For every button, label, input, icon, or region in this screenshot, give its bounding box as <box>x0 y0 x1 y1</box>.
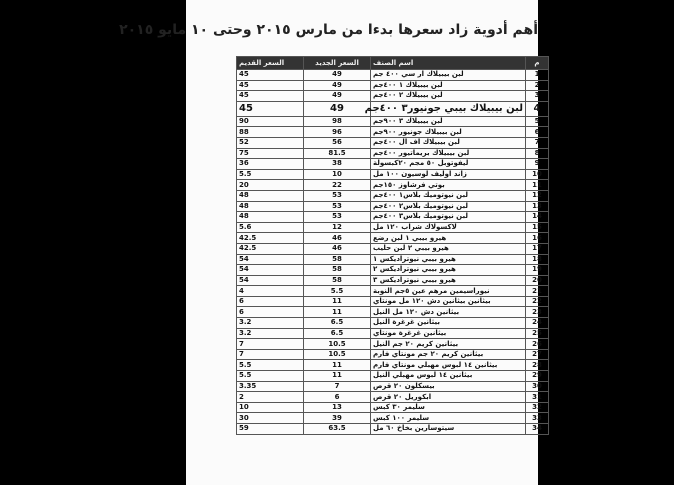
drug-name: لبن بيبيلاك بيبي جونيور٣ ٤٠٠جم <box>371 101 526 116</box>
drug-name: بيثانين بيثانين دش ١٢٠ مل مونتاي <box>371 296 526 307</box>
old-price: 4 <box>237 286 304 297</box>
row-number: 25 <box>526 328 549 339</box>
drug-name: زاند اوليف لوسيون ١٠٠ مل <box>371 169 526 180</box>
drug-name: ليفوتوبل ٥٠ مجم ٢٠كبسولة <box>371 159 526 170</box>
new-price: 11 <box>304 296 371 307</box>
drug-name: هيرو بيبي نيوتراديكس ٣ <box>371 275 526 286</box>
table-row <box>237 148 549 159</box>
table-row <box>237 101 549 116</box>
new-price: 39 <box>304 413 371 424</box>
table-row <box>237 127 549 138</box>
new-price: 38 <box>304 159 371 170</box>
drug-name: بيثانين ١٤ لبوس مهبلي مونتاي فارم <box>371 360 526 371</box>
new-price: 49 <box>304 101 371 116</box>
old-price: 54 <box>237 275 304 286</box>
drug-name: بيثانين كريم ٢٠ جم النيل <box>371 339 526 350</box>
old-price: 54 <box>237 265 304 276</box>
table-row <box>237 159 549 170</box>
new-price: 6 <box>304 392 371 403</box>
row-number: 3 <box>526 91 549 102</box>
old-price: 7 <box>237 339 304 350</box>
row-number: 30 <box>526 381 549 392</box>
drug-name: هيرو بيبي نيوتراديكس ٢ <box>371 265 526 276</box>
old-price: 2 <box>237 392 304 403</box>
old-price: 88 <box>237 127 304 138</box>
old-price: 45 <box>237 70 304 81</box>
drug-name: نيوراسيمين مرهم عين ٥جم النوبة <box>371 286 526 297</box>
new-price: 98 <box>304 116 371 127</box>
header-num: م <box>526 57 549 70</box>
table-row <box>237 392 549 403</box>
table-row <box>237 233 549 244</box>
old-price: 30 <box>237 413 304 424</box>
new-price: 53 <box>304 212 371 223</box>
old-price: 59 <box>237 424 304 435</box>
row-number: 24 <box>526 318 549 329</box>
new-price: 46 <box>304 243 371 254</box>
drug-name: لبن بيبيلاك ١ ٤٠٠جم <box>371 80 526 91</box>
drug-name: بيثانين غرغرة مونتاي <box>371 328 526 339</box>
old-price: 45 <box>237 80 304 91</box>
table-row <box>237 413 549 424</box>
row-number: 17 <box>526 243 549 254</box>
table-row <box>237 201 549 212</box>
row-number: 9 <box>526 159 549 170</box>
table-row <box>237 212 549 223</box>
row-number: 15 <box>526 222 549 233</box>
new-price: 6.5 <box>304 328 371 339</box>
new-price: 53 <box>304 201 371 212</box>
header-new-price: السعر الجديد <box>304 57 371 70</box>
drug-name: لبن نيوتوميك بلاس٣ ٤٠٠جم <box>371 212 526 223</box>
row-number: 31 <box>526 392 549 403</box>
old-price: 48 <box>237 190 304 201</box>
header-name: اسم الصنف <box>371 57 526 70</box>
row-number: 23 <box>526 307 549 318</box>
row-number: 20 <box>526 275 549 286</box>
drug-name: لبن بيبيلاك ار سي ٤٠٠ جم <box>371 70 526 81</box>
table-row <box>237 349 549 360</box>
drug-name: ابكوريل ٢٠ قرص <box>371 392 526 403</box>
row-number: 13 <box>526 201 549 212</box>
new-price: 22 <box>304 180 371 191</box>
row-number: 21 <box>526 286 549 297</box>
new-price: 58 <box>304 275 371 286</box>
drug-name: سيتوسارين بخاخ ٦٠ مل <box>371 424 526 435</box>
old-price: 75 <box>237 148 304 159</box>
new-price: 49 <box>304 80 371 91</box>
table-row <box>237 116 549 127</box>
table-row <box>237 180 549 191</box>
old-price: 54 <box>237 254 304 265</box>
row-number: 10 <box>526 169 549 180</box>
old-price: 45 <box>237 101 304 116</box>
drug-name: لبن بيبيلاك بريماتيور ٤٠٠جم <box>371 148 526 159</box>
new-price: 63.5 <box>304 424 371 435</box>
new-price: 7 <box>304 381 371 392</box>
drug-name: هيرو بيبي ١ لبن رضع <box>371 233 526 244</box>
new-price: 11 <box>304 371 371 382</box>
new-price: 10.5 <box>304 349 371 360</box>
new-price: 13 <box>304 402 371 413</box>
old-price: 10 <box>237 402 304 413</box>
table-row <box>237 91 549 102</box>
drug-name: لبن نيوتوميك بلاس٢ ٤٠٠جم <box>371 201 526 212</box>
drug-name: سليمر ١٠٠ كبس <box>371 413 526 424</box>
table-row <box>237 222 549 233</box>
drug-name: هيرو بيبي ٢ لبن حليب <box>371 243 526 254</box>
new-price: 49 <box>304 91 371 102</box>
header-old-price: السعر القديم <box>237 57 304 70</box>
row-number: 28 <box>526 360 549 371</box>
new-price: 56 <box>304 137 371 148</box>
old-price: 48 <box>237 212 304 223</box>
old-price: 3.35 <box>237 381 304 392</box>
old-price: 45 <box>237 91 304 102</box>
drug-name: بيسكلون ٢٠ قرص <box>371 381 526 392</box>
table-row <box>237 318 549 329</box>
drug-name: لبن بيبيلاك ٣ ٩٠٠جم <box>371 116 526 127</box>
table-row <box>237 307 549 318</box>
new-price: 12 <box>304 222 371 233</box>
old-price: 3.2 <box>237 318 304 329</box>
new-price: 10.5 <box>304 339 371 350</box>
old-price: 6 <box>237 296 304 307</box>
old-price: 6 <box>237 307 304 318</box>
new-price: 58 <box>304 265 371 276</box>
drug-name: بيثانين غرغرة النيل <box>371 318 526 329</box>
new-price: 49 <box>304 70 371 81</box>
row-number: 29 <box>526 371 549 382</box>
old-price: 7 <box>237 349 304 360</box>
price-table <box>236 56 549 435</box>
table-row <box>237 275 549 286</box>
row-number: 34 <box>526 424 549 435</box>
drug-name: بيثانين كريم ٢٠ جم مونتاي فارم <box>371 349 526 360</box>
old-price: 5.6 <box>237 222 304 233</box>
row-number: 5 <box>526 116 549 127</box>
row-number: 27 <box>526 349 549 360</box>
new-price: 11 <box>304 307 371 318</box>
drug-name: بوتي فرشاوز ١٥٠جم <box>371 180 526 191</box>
drug-name: لبن بيبيلاك ٢ ٤٠٠جم <box>371 91 526 102</box>
old-price: 42.5 <box>237 243 304 254</box>
old-price: 36 <box>237 159 304 170</box>
table-row <box>237 265 549 276</box>
new-price: 10 <box>304 169 371 180</box>
table-row <box>237 328 549 339</box>
old-price: 5.5 <box>237 169 304 180</box>
background-left <box>0 0 186 485</box>
table-row <box>237 339 549 350</box>
table-row <box>237 169 549 180</box>
table-row <box>237 402 549 413</box>
table-row <box>237 360 549 371</box>
new-price: 96 <box>304 127 371 138</box>
table-header-row <box>237 57 549 70</box>
new-price: 6.5 <box>304 318 371 329</box>
row-number: 1 <box>526 70 549 81</box>
drug-name: بيثانين ١٤ لبوس مهبلي النيل <box>371 371 526 382</box>
table-row <box>237 254 549 265</box>
new-price: 58 <box>304 254 371 265</box>
new-price: 46 <box>304 233 371 244</box>
drug-name: سليمر ٣٠ كبس <box>371 402 526 413</box>
drug-name: بيثانين دش ١٢٠ مل النيل <box>371 307 526 318</box>
table-row <box>237 70 549 81</box>
new-price: 53 <box>304 190 371 201</box>
table-row <box>237 371 549 382</box>
row-number: 33 <box>526 413 549 424</box>
drug-name: لاكسولاك شراب ١٢٠ مل <box>371 222 526 233</box>
row-number: 6 <box>526 127 549 138</box>
drug-name: لبن بيبيلاك اف ال ٤٠٠جم <box>371 137 526 148</box>
old-price: 48 <box>237 201 304 212</box>
new-price: 5.5 <box>304 286 371 297</box>
row-number: 7 <box>526 137 549 148</box>
old-price: 42.5 <box>237 233 304 244</box>
table-row <box>237 137 549 148</box>
old-price: 3.2 <box>237 328 304 339</box>
drug-name: لبن بيبيلاك جونيور ٩٠٠جم <box>371 127 526 138</box>
row-number: 14 <box>526 212 549 223</box>
old-price: 5.5 <box>237 360 304 371</box>
table-body <box>237 70 549 435</box>
row-number: 18 <box>526 254 549 265</box>
row-number: 11 <box>526 180 549 191</box>
row-number: 19 <box>526 265 549 276</box>
table-row <box>237 296 549 307</box>
old-price: 20 <box>237 180 304 191</box>
row-number: 26 <box>526 339 549 350</box>
old-price: 90 <box>237 116 304 127</box>
old-price: 52 <box>237 137 304 148</box>
row-number: 32 <box>526 402 549 413</box>
table-row <box>237 424 549 435</box>
row-number: 22 <box>526 296 549 307</box>
new-price: 81.5 <box>304 148 371 159</box>
table-row <box>237 190 549 201</box>
table-row <box>237 381 549 392</box>
table-row <box>237 80 549 91</box>
row-number: 12 <box>526 190 549 201</box>
row-number: 2 <box>526 80 549 91</box>
drug-name: هيرو بيبي نيوتراديكس ١ <box>371 254 526 265</box>
document-page <box>119 0 542 485</box>
row-number: 16 <box>526 233 549 244</box>
row-number: 8 <box>526 148 549 159</box>
new-price: 11 <box>304 360 371 371</box>
old-price: 5.5 <box>237 371 304 382</box>
document-title: أهم أدوية زاد سعرها بدءا من مارس ٢٠١٥ وحتى ١٠ مايو ٢٠١٥ <box>119 22 538 38</box>
table-row <box>237 286 549 297</box>
table-row <box>237 243 549 254</box>
row-number: 4 <box>526 101 549 116</box>
drug-name: لبن نيوتوميك بلاس١ ٤٠٠جم <box>371 190 526 201</box>
